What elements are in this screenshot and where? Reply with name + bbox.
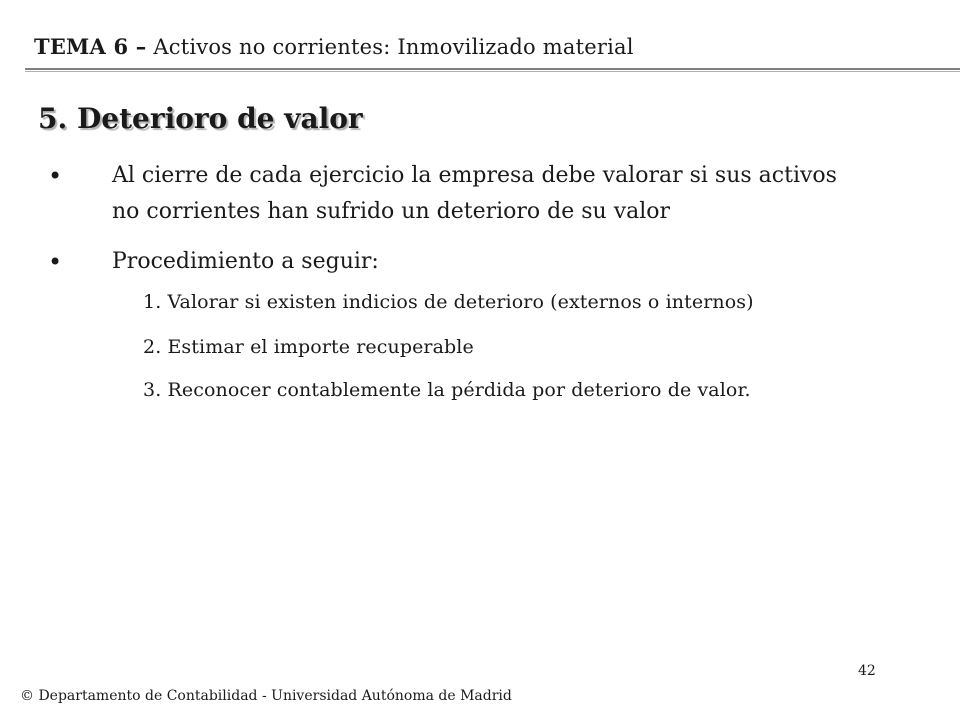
bullet-text: Procedimiento a seguir: bbox=[112, 249, 379, 274]
bullet-icon: • bbox=[48, 248, 63, 276]
procedure-step-1: 1. Valorar si existen indicios de deterioro (externos o internos) bbox=[143, 291, 754, 313]
procedure-step-3: 3. Reconocer contablemente la pérdida por deterioro de valor. bbox=[143, 379, 751, 401]
footer-copyright: © Departamento de Contabilidad - Universidad Autónoma de Madrid bbox=[20, 688, 512, 704]
bullet-icon: • bbox=[48, 162, 63, 190]
header-divider bbox=[25, 68, 960, 72]
header-topic-number: TEMA 6 – bbox=[34, 34, 147, 59]
bullet-text: Al cierre de cada ejercicio la empresa debe valorar si sus activos no corrientes han sufrido un deterioro de su valor bbox=[112, 163, 837, 224]
page-number: 42 bbox=[858, 663, 876, 679]
section-heading: 5. Deterioro de valor bbox=[38, 102, 363, 135]
slide-header-title bbox=[34, 34, 634, 59]
procedure-step-2: 2. Estimar el importe recuperable bbox=[143, 336, 474, 358]
header-topic-name: Activos no corrientes: Inmovilizado material bbox=[146, 35, 634, 59]
